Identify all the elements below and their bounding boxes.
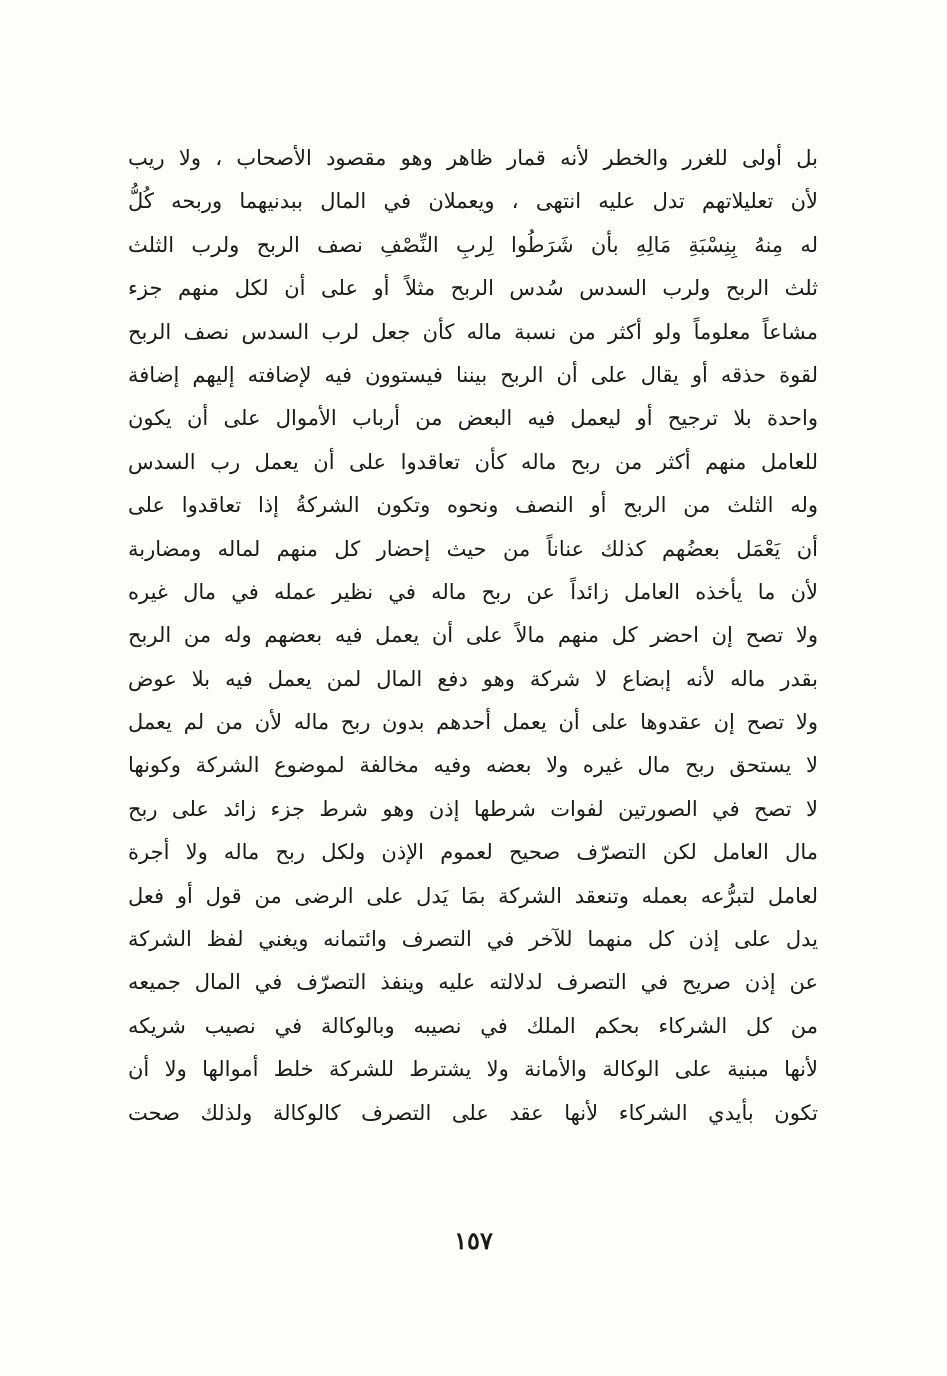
- text-line: لعامل لتبرُّعه بعمله وتنعقد الشركة بمَا يَدل على الرضى من قول أو فعل: [128, 883, 818, 908]
- body-text: [128, 137, 818, 1135]
- text-line: له مِنهُ بِنِسْبَةِ مَالِهِ بأن شَرَطُوا لِربِ النِّصْفِ نصف الربح ولرب الثلث: [128, 232, 818, 257]
- text-line: ثلث الربح ولرب السدس سُدس الربح مثلاً أو على أن لكل منهم جزء: [128, 276, 818, 301]
- text-line: تكون بأيدي الشركاء لأنها عقد على التصرف كالوكالة ولذلك صحت: [128, 1100, 818, 1125]
- text-line: لأن تعليلاتهم تدل عليه انتهى ، ويعملان في المال ببدنيهما وربحه كُلُّ: [128, 189, 818, 214]
- text-line: عن إذن صريح في التصرف لدلالته عليه وينفذ التصرّف في المال جميعه: [128, 970, 818, 995]
- text-line: مال العامل لكن التصرّف صحيح لعموم الإذن ولكل ربح ماله ولا أجرة: [128, 840, 818, 865]
- text-line: مشاعاً معلوماً ولو أكثر من نسبة ماله كأن جعل لرب السدس نصف الربح: [128, 319, 818, 344]
- text-line: لا تصح في الصورتين لفوات شرطها إذن وهو شرط جزء زائد على ربح: [128, 796, 818, 821]
- text-line: لقوة حذقه أو يقال على أن الربح بيننا فيستوون فيه لإضافته إليهم إضافة: [128, 362, 818, 387]
- text-line: يدل على إذن كل منهما للآخر في التصرف وائتمانه ويغني لفظ الشركة: [128, 927, 818, 952]
- text-line: للعامل منهم أكثر من ربح ماله كأن تعاقدوا على أن يعمل رب السدس: [128, 449, 818, 474]
- text-line: من كل الشركاء بحكم الملك في نصيبه وبالوكالة في نصيب شريكه: [128, 1013, 818, 1038]
- text-line: ولا تصح إن احضر كل منهم مالاً على أن يعمل فيه بعضهم وله من الربح: [128, 623, 818, 648]
- text-line: واحدة بلا ترجيح أو ليعمل فيه البعض من أرباب الأموال على أن يكون: [128, 406, 818, 431]
- page-number: ١٥٧: [454, 1226, 493, 1255]
- text-line: لا يستحق ربح مال غيره ولا بعضه وفيه مخالفة لموضوع الشركة وكونها: [128, 753, 818, 778]
- text-line: وله الثلث من الربح أو النصف ونحوه وتكون الشركةُ إذا تعاقدوا على: [128, 493, 818, 518]
- text-line: لأن ما يأخذه العامل زائداً عن ربح ماله في نظير عمله في مال غيره: [128, 579, 818, 604]
- text-line: بقدر ماله لأنه إبضاع لا شركة وهو دفع المال لمن يعمل فيه بلا عوض: [128, 666, 818, 691]
- text-line: ولا تصح إن عقدوها على أن يعمل أحدهم بدون ربح ماله لأن من لم يعمل: [128, 710, 818, 735]
- text-line: لأنها مبنية على الوكالة والأمانة ولا يشترط للشركة خلط أموالها ولا أن: [128, 1057, 818, 1082]
- text-line: أن يَعْمَل بعضُهم كذلك عناناً من حيث إحضار كل منهم لماله ومضاربة: [128, 536, 818, 561]
- text-line: بل أولى للغرر والخطر لأنه قمار ظاهر وهو مقصود الأصحاب ، ولا ريب: [128, 146, 818, 170]
